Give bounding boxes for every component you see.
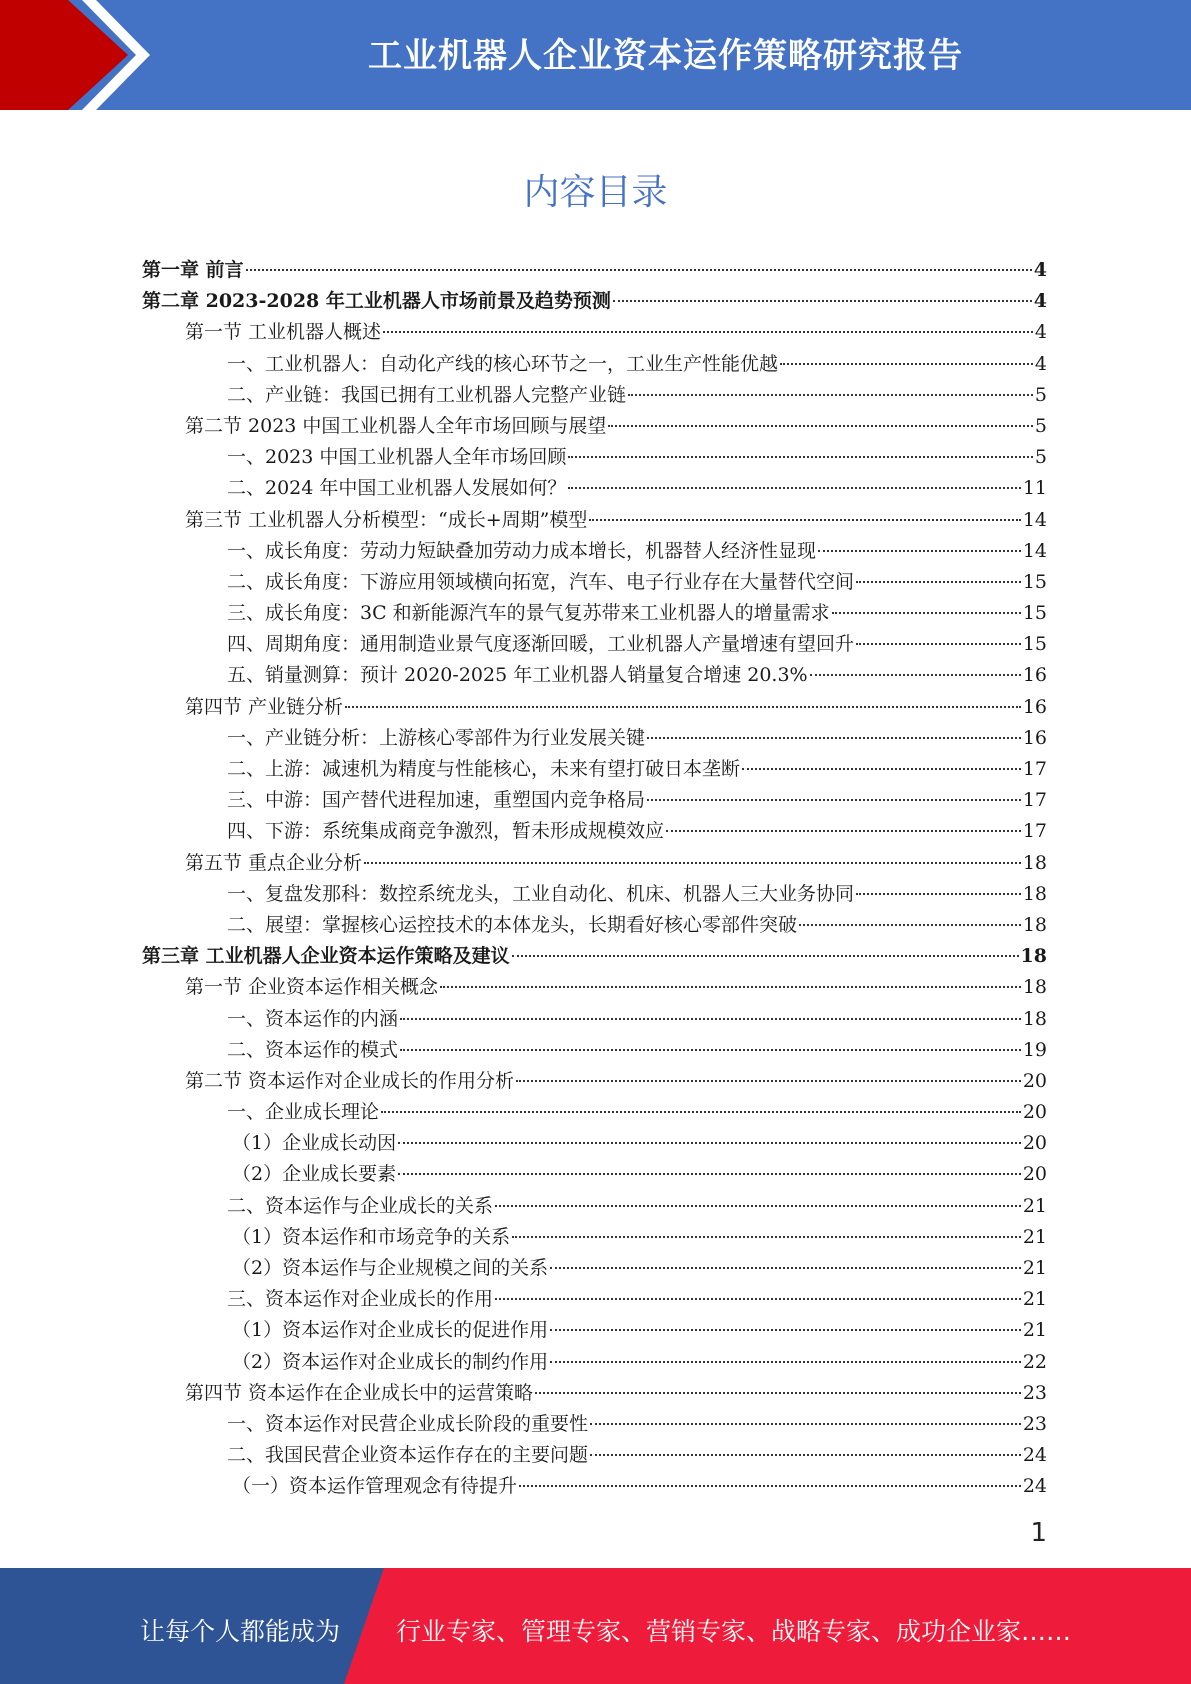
toc-entry-title: 第五节 重点企业分析	[185, 851, 363, 874]
toc-entry-title: 第一节 工业机器人概述	[185, 321, 382, 344]
toc-entry[interactable]	[142, 723, 1047, 754]
dot-leader	[550, 1360, 1021, 1363]
toc-entry-page: 16	[1022, 726, 1047, 749]
dot-leader	[398, 1141, 1021, 1144]
toc-entry[interactable]	[142, 1284, 1047, 1315]
toc-entry-title: 一、2023 中国工业机器人全年市场回顾	[227, 446, 567, 469]
toc-entry-page: 5	[1034, 446, 1047, 469]
toc-entry-page: 20	[1022, 1163, 1047, 1186]
toc-entry[interactable]	[142, 1315, 1047, 1346]
toc-entry[interactable]	[142, 380, 1047, 411]
toc-entry-title: 二、展望：掌握核心运控技术的本体龙头，长期看好核心零部件突破	[227, 913, 798, 936]
toc-entry[interactable]	[142, 848, 1047, 879]
toc-entry-page: 15	[1022, 570, 1047, 593]
toc-entry-title: 第二节 2023 中国工业机器人全年市场回顾与展望	[185, 414, 607, 437]
dot-leader	[832, 611, 1021, 614]
dot-leader	[647, 798, 1021, 801]
toc-entry[interactable]	[142, 1066, 1047, 1097]
page-header	[0, 0, 1191, 110]
dot-leader	[495, 1204, 1021, 1207]
dot-leader	[647, 736, 1021, 739]
toc-entry-page: 21	[1022, 1319, 1047, 1342]
toc-entry-title: 第一节 企业资本运作相关概念	[185, 976, 439, 999]
toc-entry-title: 四、周期角度：通用制造业景气度逐渐回暖，工业机器人产量增速有望回升	[227, 633, 855, 656]
toc-entry[interactable]	[142, 1004, 1047, 1035]
dot-leader	[246, 268, 1032, 271]
toc-entry-title: 第三章 工业机器人企业资本运作策略及建议	[142, 945, 510, 968]
dot-leader	[856, 892, 1021, 895]
toc-entry-page: 5	[1034, 414, 1047, 437]
toc-entry[interactable]	[142, 1128, 1047, 1159]
dot-leader	[742, 767, 1021, 770]
toc-entry-title: 第四节 资本运作在企业成长中的运营策略	[185, 1381, 534, 1404]
toc-entry-title: 一、资本运作对民营企业成长阶段的重要性	[227, 1412, 589, 1435]
toc-entry-page: 15	[1022, 633, 1047, 656]
toc-entry-title: 一、工业机器人：自动化产线的核心环节之一，工业生产性能优越	[227, 352, 779, 375]
toc-entry[interactable]	[142, 1409, 1047, 1440]
toc-entry-title: 第四节 产业链分析	[185, 695, 344, 718]
dot-leader	[613, 299, 1032, 302]
dot-leader	[568, 486, 1020, 489]
toc-entry[interactable]	[142, 1253, 1047, 1284]
toc-entry-page: 18	[1022, 976, 1047, 999]
toc-entry-page: 21	[1022, 1288, 1047, 1311]
toc-entry-page: 11	[1022, 477, 1047, 500]
dot-leader	[550, 1266, 1021, 1269]
dot-leader	[589, 518, 1020, 521]
toc-entry[interactable]	[142, 286, 1047, 317]
toc-entry[interactable]	[142, 536, 1047, 567]
toc-entry-title: 二、上游：减速机为精度与性能核心，未来有望打破日本垄断	[227, 758, 741, 780]
toc-entry-title: （1）资本运作对企业成长的促进作用	[232, 1319, 549, 1342]
dot-leader	[590, 1453, 1021, 1456]
toc-entry-page: 20	[1022, 1069, 1047, 1092]
toc-entry-page: 18	[1020, 945, 1047, 968]
toc-entry[interactable]	[142, 1471, 1047, 1502]
toc-entry-title: 第二章 2023-2028 年工业机器人市场前景及趋势预测	[142, 290, 611, 313]
toc-entry[interactable]	[142, 660, 1047, 691]
dot-leader	[608, 424, 1032, 427]
toc-entry-page: 4	[1033, 259, 1047, 281]
dot-leader	[799, 923, 1021, 926]
toc-entry-title: 三、资本运作对企业成长的作用	[227, 1288, 494, 1311]
toc-entry-page: 4	[1034, 321, 1047, 344]
toc-entry-page: 21	[1022, 1225, 1047, 1248]
toc-entry-title: 四、下游：系统集成商竞争激烈，暂未形成规模效应	[227, 820, 665, 843]
toc-entry[interactable]	[142, 598, 1047, 629]
toc-entry-title: 第一章 前言	[142, 259, 244, 281]
toc-entry-page: 24	[1022, 1444, 1047, 1467]
toc-entry-page: 17	[1022, 789, 1047, 812]
toc-entry[interactable]	[142, 785, 1047, 816]
dot-leader	[381, 1110, 1021, 1113]
toc-entry[interactable]	[142, 473, 1047, 504]
toc-entry[interactable]	[142, 567, 1047, 598]
toc-entry-page: 5	[1034, 383, 1047, 406]
toc-entry[interactable]	[142, 816, 1047, 847]
toc-entry-page: 14	[1022, 539, 1047, 562]
toc-entry-page: 21	[1022, 1194, 1047, 1217]
toc-entry-page: 21	[1022, 1257, 1047, 1279]
dot-leader	[398, 1172, 1021, 1175]
toc-entry-title: 一、成长角度：劳动力短缺叠加劳动力成本增长，机器替人经济性显现	[227, 539, 817, 562]
toc-entry[interactable]	[142, 879, 1047, 910]
toc-entry-page: 14	[1022, 508, 1047, 531]
toc-entry-page: 22	[1022, 1350, 1047, 1373]
toc-entry[interactable]	[142, 1347, 1047, 1378]
toc-entry-title: （2）资本运作对企业成长的制约作用	[232, 1350, 549, 1373]
toc-entry[interactable]	[142, 754, 1047, 785]
toc-entry-title: （1）企业成长动因	[232, 1132, 397, 1155]
toc-entry-title: 三、成长角度：3C 和新能源汽车的景气复苏带来工业机器人的增量需求	[227, 602, 830, 625]
toc-entry-title: 一、资本运作的内涵	[227, 1007, 399, 1030]
toc-entry[interactable]	[142, 941, 1047, 972]
toc-entry-title: 二、2024 年中国工业机器人发展如何？	[227, 477, 567, 500]
toc-entry-page: 20	[1022, 1101, 1047, 1124]
toc-entry-page: 17	[1022, 758, 1047, 780]
toc-entry-title: 二、产业链：我国已拥有工业机器人完整产业链	[227, 383, 627, 406]
toc-entry-page: 16	[1022, 695, 1047, 718]
toc-entry[interactable]	[142, 1378, 1047, 1409]
page-number: 1	[1030, 1518, 1047, 1548]
toc-entry-page: 4	[1033, 290, 1047, 313]
dot-leader	[780, 362, 1033, 365]
toc-entry-title: 三、中游：国产替代进程加速，重塑国内竞争格局	[227, 789, 646, 812]
toc-entry[interactable]	[142, 910, 1047, 941]
dot-leader	[495, 1297, 1021, 1300]
toc-entry[interactable]	[142, 411, 1047, 442]
toc-entry[interactable]	[142, 692, 1047, 723]
toc-entry-page: 18	[1022, 913, 1047, 936]
toc-entry-title: 二、资本运作的模式	[227, 1038, 399, 1061]
toc-entry-page: 23	[1022, 1381, 1047, 1404]
dot-leader	[810, 673, 1021, 676]
arrow-logo-icon	[0, 0, 160, 110]
dot-leader	[400, 1048, 1021, 1051]
toc-entry-title: 第三节 工业机器人分析模型：“成长+周期”模型	[185, 508, 588, 531]
toc-entry-title: （一）资本运作管理观念有待提升	[232, 1475, 518, 1498]
dot-leader	[666, 829, 1021, 832]
page-footer	[0, 1568, 1191, 1684]
dot-leader	[818, 549, 1021, 552]
toc-entry-title: 一、复盘发那科：数控系统龙头，工业自动化、机床、机器人三大业务协同	[227, 882, 855, 905]
toc-entry-page: 24	[1022, 1475, 1047, 1498]
dot-leader	[364, 861, 1021, 864]
dot-leader	[383, 330, 1033, 333]
toc-entry-page: 15	[1022, 602, 1047, 625]
dot-leader	[400, 1017, 1021, 1020]
toc-entry-title: （2）资本运作与企业规模之间的关系	[232, 1257, 549, 1279]
report-title: 工业机器人企业资本运作策略研究报告	[368, 36, 963, 76]
toc-entry-page: 18	[1022, 851, 1047, 874]
toc-entry[interactable]	[142, 349, 1047, 380]
toc-entry-title: 一、企业成长理论	[227, 1101, 380, 1124]
toc-entry-title: 二、成长角度：下游应用领域横向拓宽，汽车、电子行业存在大量替代空间	[227, 570, 855, 593]
toc-entry[interactable]	[142, 972, 1047, 1003]
dot-leader	[590, 1422, 1021, 1425]
toc-entry-title: 五、销量测算：预计 2020-2025 年工业机器人销量复合增速 20.3%	[227, 664, 808, 687]
toc-entry[interactable]	[142, 317, 1047, 348]
dot-leader	[568, 455, 1033, 458]
dot-leader	[856, 642, 1021, 645]
dot-leader	[512, 954, 1019, 957]
toc-entry[interactable]	[142, 505, 1047, 536]
dot-leader	[345, 705, 1021, 708]
footer-slogan-right: 行业专家、管理专家、营销专家、战略专家、成功企业家……	[396, 1617, 1072, 1646]
footer-slogan-left: 让每个人都能成为	[140, 1617, 341, 1646]
toc-entry-page: 20	[1022, 1132, 1047, 1155]
toc-entry-title: 一、产业链分析：上游核心零部件为行业发展关键	[227, 726, 646, 749]
toc-entry-page: 4	[1034, 352, 1047, 375]
toc-entry[interactable]	[142, 1440, 1047, 1471]
toc-entry[interactable]	[142, 255, 1047, 286]
toc-entry[interactable]	[142, 442, 1047, 473]
toc-entry[interactable]	[142, 1159, 1047, 1190]
toc-entry-page: 23	[1022, 1412, 1047, 1435]
toc-entry-page: 18	[1022, 882, 1047, 905]
toc-entry[interactable]	[142, 1035, 1047, 1066]
dot-leader	[856, 580, 1021, 583]
toc-entry-title: （1）资本运作和市场竞争的关系	[232, 1225, 511, 1248]
dot-leader	[628, 393, 1033, 396]
dot-leader	[535, 1391, 1021, 1394]
dot-leader	[516, 1079, 1021, 1082]
toc-entry-title: 二、资本运作与企业成长的关系	[227, 1194, 494, 1217]
toc-entry-page: 16	[1022, 664, 1047, 687]
dot-leader	[550, 1328, 1021, 1331]
toc-entry-page: 17	[1022, 820, 1047, 843]
toc-entry[interactable]	[142, 1097, 1047, 1128]
dot-leader	[512, 1235, 1021, 1238]
dot-leader	[440, 985, 1021, 988]
toc-entry-title: （2）企业成长要素	[232, 1163, 397, 1186]
toc-entry[interactable]	[142, 629, 1047, 660]
toc-entry-page: 18	[1022, 1007, 1047, 1030]
toc-entry[interactable]	[142, 1222, 1047, 1253]
toc-entry-title: 第二节 资本运作对企业成长的作用分析	[185, 1069, 515, 1092]
dot-leader	[519, 1484, 1021, 1487]
toc-entry-title: 二、我国民营企业资本运作存在的主要问题	[227, 1444, 589, 1467]
toc-entry-page: 19	[1022, 1038, 1047, 1061]
toc-entry[interactable]	[142, 1191, 1047, 1222]
toc-heading: 内容目录	[523, 172, 668, 213]
table-of-contents	[142, 255, 1047, 1503]
